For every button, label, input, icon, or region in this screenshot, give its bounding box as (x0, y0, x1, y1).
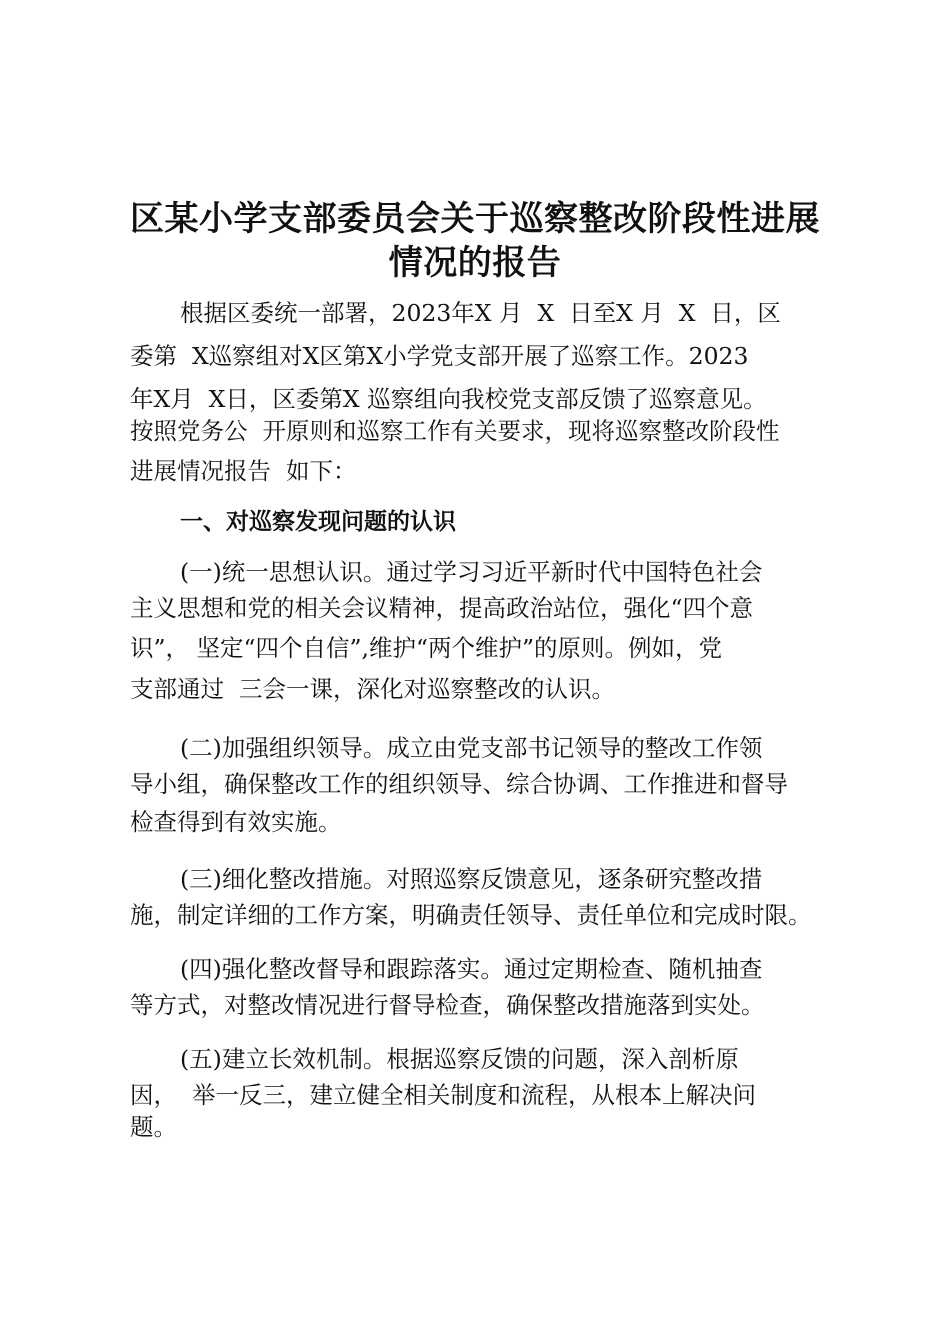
paragraph-line: 主义思想和党的相关会议精神，提高政治站位，强化“四个意 (130, 594, 754, 622)
paragraph-line: 检查得到有效实施。 (130, 808, 342, 836)
paragraph-line: (五)建立长效机制。根据巡察反馈的问题，深入剖析原 (180, 1045, 739, 1073)
paragraph-line: 导小组，确保整改工作的组织领导、综合协调、工作推进和督导 (130, 770, 788, 798)
paragraph-line: 等方式，对整改情况进行督导检查，确保整改措施落到实处。 (130, 991, 765, 1019)
paragraph-line: 根据区委统一部署，2023年X 月 X 日至X 月 X 日，区 (180, 299, 781, 327)
paragraph-line: 因， 举一反三，建立健全相关制度和流程，从根本上解决问 (130, 1081, 756, 1109)
document-title (120, 197, 830, 285)
paragraph-line: 委第 X巡察组对X区第X小学党支部开展了巡察工作。2023 (130, 342, 749, 370)
paragraph-line: (四)强化整改督导和跟踪落实。通过定期检查、随机抽查 (180, 955, 763, 983)
paragraph-line: (一)统一思想认识。通过学习习近平新时代中国特色社会 (180, 558, 763, 586)
title-line: 区某小学支部委员会关于巡察整改阶段性进展 (130, 199, 820, 239)
paragraph-line: 施，制定详细的工作方案，明确责任领导、责任单位和完成时限。 (130, 901, 812, 929)
paragraph-line: 支部通过 三会一课，深化对巡察整改的认识。 (130, 675, 615, 703)
section-heading: 一、对巡察发现问题的认识 (180, 509, 456, 535)
paragraph-line: 进展情况报告 如下： (130, 457, 357, 485)
paragraph-line: 题。 (130, 1113, 177, 1141)
paragraph-line: (三)细化整改措施。对照巡察反馈意见，逐条研究整改措 (180, 865, 763, 893)
title-line: 情况的报告 (388, 243, 562, 283)
paragraph-line: 识”， 坚定“四个自信”,维护“两个维护”的原则。例如，党 (130, 634, 723, 662)
paragraph-line: 年X月 X日，区委第X 巡察组向我校党支部反馈了巡察意见。 (130, 385, 767, 413)
paragraph-line: 按照党务公 开原则和巡察工作有关要求，现将巡察整改阶段性 (130, 417, 780, 445)
paragraph-line: (二)加强组织领导。成立由党支部书记领导的整改工作领 (180, 734, 763, 762)
